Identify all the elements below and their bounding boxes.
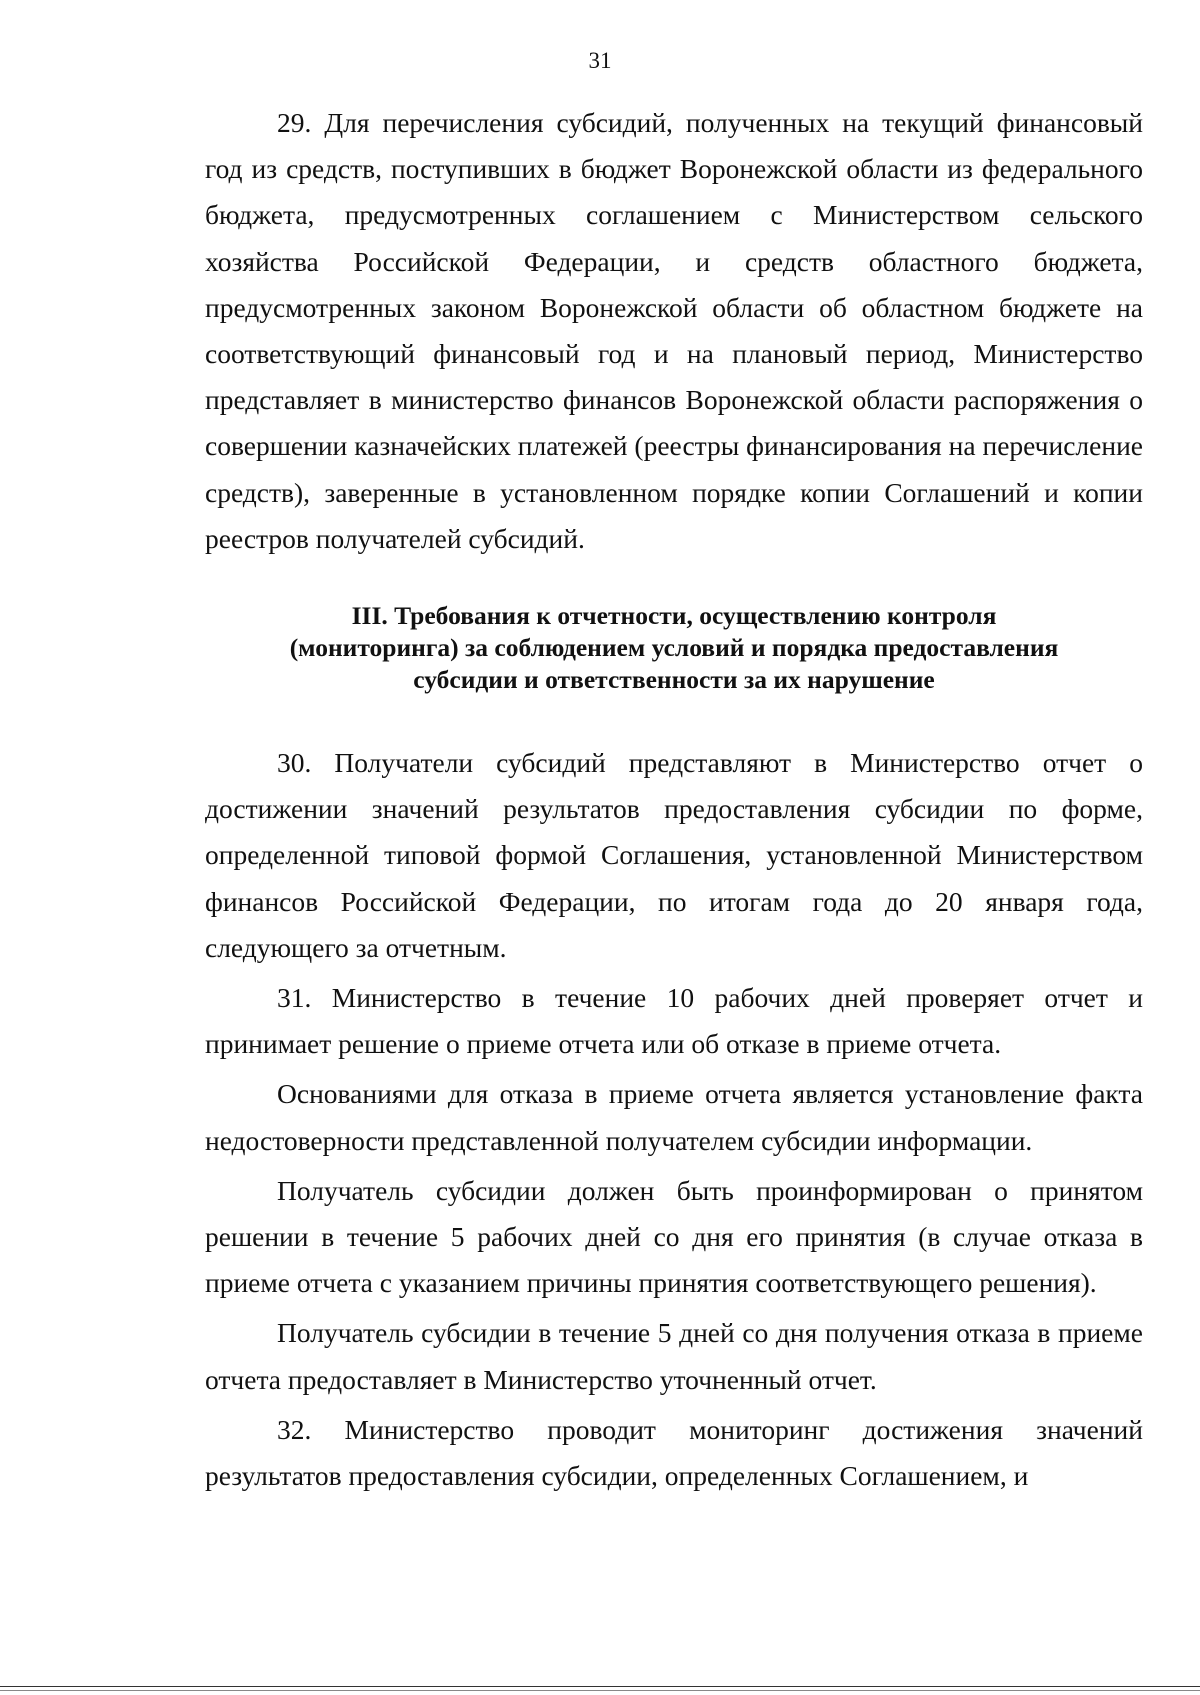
scan-bottom-edge-shadow: [0, 1690, 1200, 1691]
section-heading-line-3: субсидии и ответственности за их нарушение: [413, 665, 935, 695]
paragraph-31: 31. Министерство в течение 10 рабочих дней проверяет отчет и принимает решение о приеме отчета или об отказе в приеме отчета.: [205, 982, 1143, 1060]
section-heading: [205, 600, 1143, 696]
paragraph-revised-report: Получатель субсидии в течение 5 дней со дня получения отказа в приеме отчета предоставляет в Министерство уточненный отчет.: [205, 1317, 1143, 1395]
section-heading-line-2: (мониторинга) за соблюдением условий и порядка предоставления: [289, 633, 1059, 663]
paragraph-refusal-grounds: Основаниями для отказа в приеме отчета является установление факта недостоверности представленной получателем субсидии информации.: [205, 1078, 1143, 1156]
paragraph-30: 30. Получатели субсидий представляют в Министерство отчет о достижении значений результатов предоставления субсидии по форме, определенной типовой формой Соглашения, установленной Министерством финансов Российской Федерации, по итогам года до 20 января года, следующего за отчетным.: [205, 747, 1143, 963]
scan-bottom-edge: [0, 1686, 1200, 1687]
paragraph-32: 32. Министерство проводит мониторинг достижения значений результатов предоставления субсидии, определенных Соглашением, и: [205, 1413, 1143, 1492]
section-heading-line-1: III. Требования к отчетности, осуществлению контроля: [351, 601, 997, 631]
paragraph-29: 29. Для перечисления субсидий, полученных на текущий финансовый год из средств, поступивших в бюджет Воронежской области из федерального бюджета, предусмотренных соглашением с Министерством сельского хозяйства Российской Федерации, и средств областного бюджета, предусмотренных законом Воронежской области об областном бюджете на соответствующий финансовый год и на плановый период, Министерство представляет в министерство финансов Воронежской области распоряжения о совершении казначейских платежей (реестры финансирования на перечисление средств), заверенные в установленном порядке копии Соглашений и копии реестров получателей субсидий.: [205, 107, 1143, 554]
paragraph-notification: Получатель субсидии должен быть проинформирован о принятом решении в течение 5 рабочих дней со дня его принятия (в случае отказа в приеме отчета с указанием причины принятия соответствующего решения).: [205, 1174, 1143, 1299]
page-number: 31: [588, 48, 612, 73]
document-body: [205, 100, 1143, 1499]
